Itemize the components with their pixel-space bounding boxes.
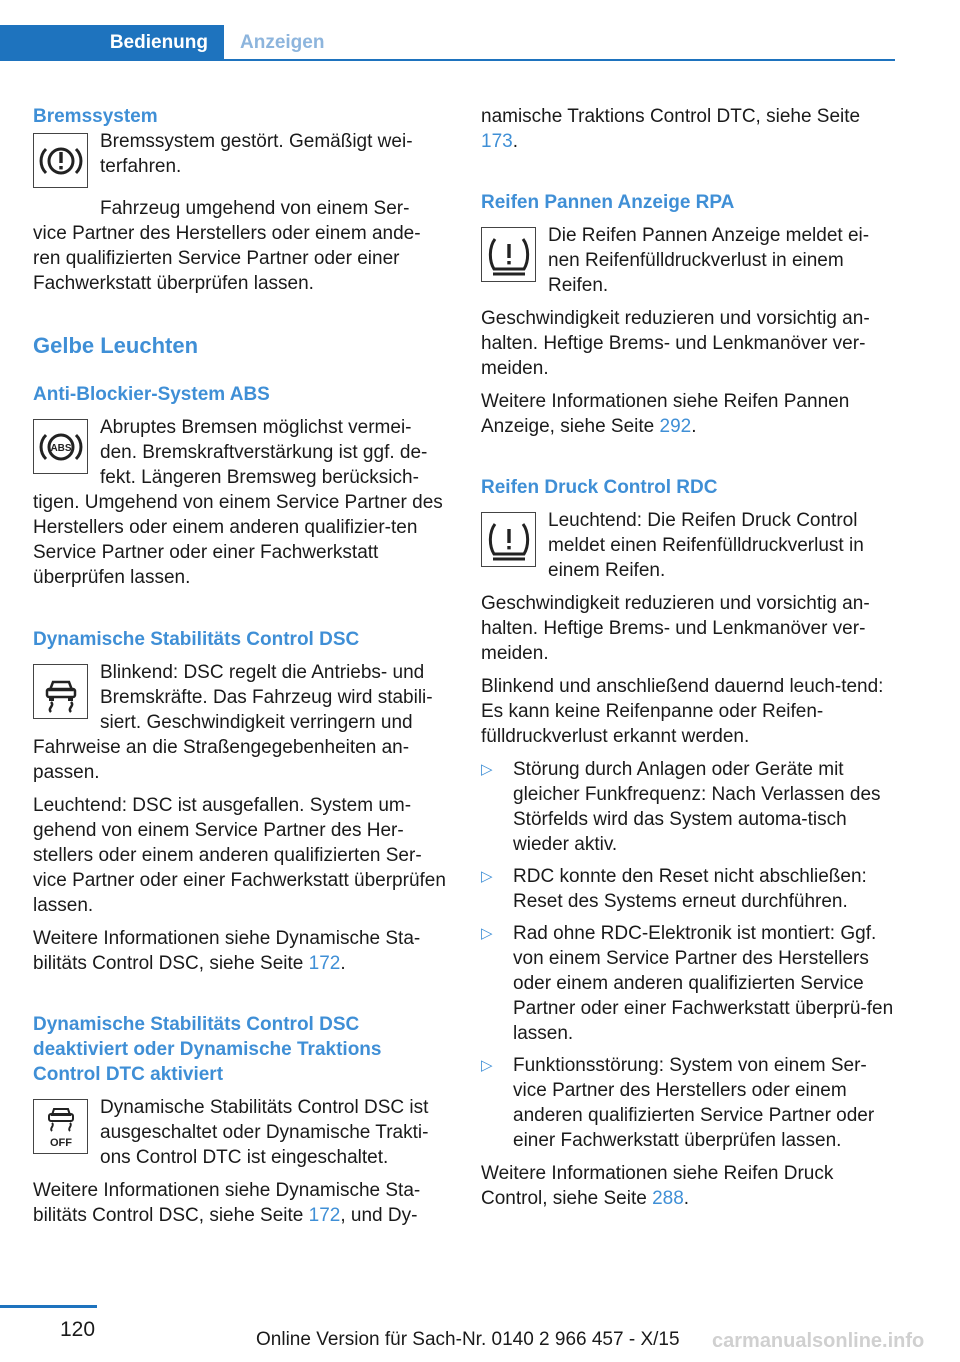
section-title-dsc-off: Dynamische Stabilitäts Control DSC deaktiviert oder Dynamische Traktions Control DTC aktiviert <box>33 1014 382 1085</box>
triangle-bullet-icon: ▷ <box>481 868 493 885</box>
page-link-288[interactable]: 288 <box>652 1188 684 1209</box>
page-link-172b[interactable]: 172 <box>308 1205 341 1226</box>
triangle-bullet-icon: ▷ <box>481 761 493 778</box>
dsc-car-skid-icon <box>33 664 88 719</box>
rdc-bullet-list <box>481 757 895 1153</box>
rdc-paragraph-3: Weitere Informationen siehe Reifen Druck Control, siehe Seite 288. <box>481 1163 834 1209</box>
page-link-173[interactable]: 173 <box>481 131 513 152</box>
rdc-icon-text: Leuchtend: Die Reifen Druck Control meldet einen Reifenfülldruckverlust in einem Reifen. <box>548 510 864 581</box>
off-icon-label: OFF <box>49 1136 72 1149</box>
brake-warning-icon <box>33 133 88 188</box>
rpa-paragraph-2: Weitere Informationen siehe Reifen Pannen Anzeige, siehe Seite 292. <box>481 391 850 437</box>
section-title-bremssystem: Bremssystem <box>33 106 158 127</box>
header-tabs <box>0 25 895 61</box>
continued-paragraph: namische Traktions Control DTC, siehe Seite 173. <box>481 106 861 152</box>
dsc-paragraph-rest: Fahrweise an die Straßengegebenheiten an-passen. <box>33 737 410 783</box>
rdc-icon-row <box>481 508 895 583</box>
abs-icon-row <box>33 415 447 490</box>
rdc-paragraph-1: Geschwindigkeit reduzieren und vorsichtig an-halten. Heftige Brems- und Lenkmanöver ver-meiden. <box>481 593 870 664</box>
page-link-172[interactable]: 172 <box>308 953 341 974</box>
dsc-paragraph-2: Leuchtend: DSC ist ausgefallen. System um-gehend von einem Service Partner des Her-stellers oder einem anderen qualifizierten Ser-vice Partner oder einer Fachwerkstatt überprüfen lassen. <box>33 795 446 916</box>
abs-icon-text: Abruptes Bremsen möglichst vermei-den. Bremskraftverstärkung ist ggf. de-fekt. Längeren Bremsweg berücksich- <box>100 417 428 488</box>
rpa-icon-row <box>481 223 895 298</box>
list-item: ▷ RDC konnte den Reset nicht abschließen: Reset des Systems erneut durchführen. <box>481 866 867 912</box>
tire-pressure-icon-rdc <box>481 512 536 567</box>
footer-online-version: Online Version für Sach-Nr. 0140 2 966 457 - X/15 <box>256 1329 680 1350</box>
dsc-icon-row <box>33 660 447 735</box>
section-title-rdc: Reifen Druck Control RDC <box>481 477 718 498</box>
rpa-paragraph-1: Geschwindigkeit reduzieren und vorsichtig an-halten. Heftige Brems- und Lenkmanöver ver-meiden. <box>481 308 870 379</box>
dsc-off-icon <box>33 1099 88 1154</box>
triangle-bullet-icon: ▷ <box>481 925 493 942</box>
dsc-paragraph-3: Weitere Informationen siehe Dynamische Sta-bilitäts Control DSC, siehe Seite 172. <box>33 928 421 974</box>
bremssystem-paragraph-rest: vice Partner des Herstellers oder einem ande-ren qualifizierten Service Partner oder einer Fachwerkstatt überprüfen lassen. <box>33 223 421 294</box>
dsc-off-paragraph: Weitere Informationen siehe Dynamische Sta-bilitäts Control DSC, siehe Seite 172, und Dy- <box>33 1180 421 1226</box>
dsc-off-icon-text: Dynamische Stabilitäts Control DSC ist ausgeschaltet oder Dynamische Trakti-ons Control DTC ist eingeschaltet. <box>100 1097 429 1168</box>
abs-paragraph-rest: tigen. Umgehend von einem Service Partner des Herstellers oder einem anderen qualifizier-ten Service Partner oder einer Fachwerkstatt überprüfen lassen. <box>33 492 443 588</box>
triangle-bullet-icon: ▷ <box>481 1057 493 1074</box>
bremssystem-icon-text: Bremssystem gestört. Gemäßigt wei-terfahren. <box>100 131 413 177</box>
abs-icon-label: ABS <box>49 442 72 454</box>
left-column <box>33 104 447 1228</box>
page-link-292[interactable]: 292 <box>659 416 692 437</box>
tab-bedienung[interactable]: Bedienung <box>0 25 224 61</box>
tab-anzeigen[interactable]: Anzeigen <box>240 32 325 53</box>
footer-accent-bar <box>0 1305 97 1308</box>
abs-icon <box>33 419 88 474</box>
watermark: carmanualsonline.info <box>712 1330 925 1352</box>
section-title-dsc: Dynamische Stabilitäts Control DSC <box>33 629 360 650</box>
list-item: ▷ Rad ohne RDC-Elektronik ist montiert: Ggf. von einem Service Partner des Herstellers oder einem anderen qualifizierten Service Partner oder einer Fachwerkstatt überprü-fen lassen. <box>481 923 894 1044</box>
bremssystem-icon-row <box>33 129 447 188</box>
dsc-icon-text: Blinkend: DSC regelt die Antriebs- und Bremskräfte. Das Fahrzeug wird stabili-siert. Geschwindigkeit verringern und <box>100 662 433 733</box>
rdc-paragraph-2: Blinkend und anschließend dauernd leuch-tend: Es kann keine Reifenpanne oder Reifen-fülldruckverlust erkannt werden. <box>481 676 884 747</box>
page-number: 120 <box>60 1318 96 1341</box>
bremssystem-paragraph-start: Fahrzeug umgehend von einem Ser- <box>100 198 410 219</box>
section-title-abs: Anti-Blockier-System ABS <box>33 384 270 405</box>
tire-pressure-icon <box>481 227 536 282</box>
right-column <box>481 104 895 1211</box>
rpa-icon-text: Die Reifen Pannen Anzeige meldet ei-nen Reifenfülldruckverlust in einem Reifen. <box>548 225 870 296</box>
dsc-off-icon-row <box>33 1095 447 1170</box>
group-title-gelbe-leuchten: Gelbe Leuchten <box>33 333 199 358</box>
list-item: ▷ Funktionsstörung: System von einem Ser-vice Partner des Herstellers oder einem anderen qualifizierten Service Partner oder einer Fachwerkstatt überprüfen lassen. <box>481 1055 875 1151</box>
section-title-rpa: Reifen Pannen Anzeige RPA <box>481 192 735 213</box>
list-item: ▷ Störung durch Anlagen oder Geräte mit gleicher Funkfrequenz: Nach Verlassen des Störfelds wird das System automa-tisch wieder aktiv. <box>481 759 881 855</box>
